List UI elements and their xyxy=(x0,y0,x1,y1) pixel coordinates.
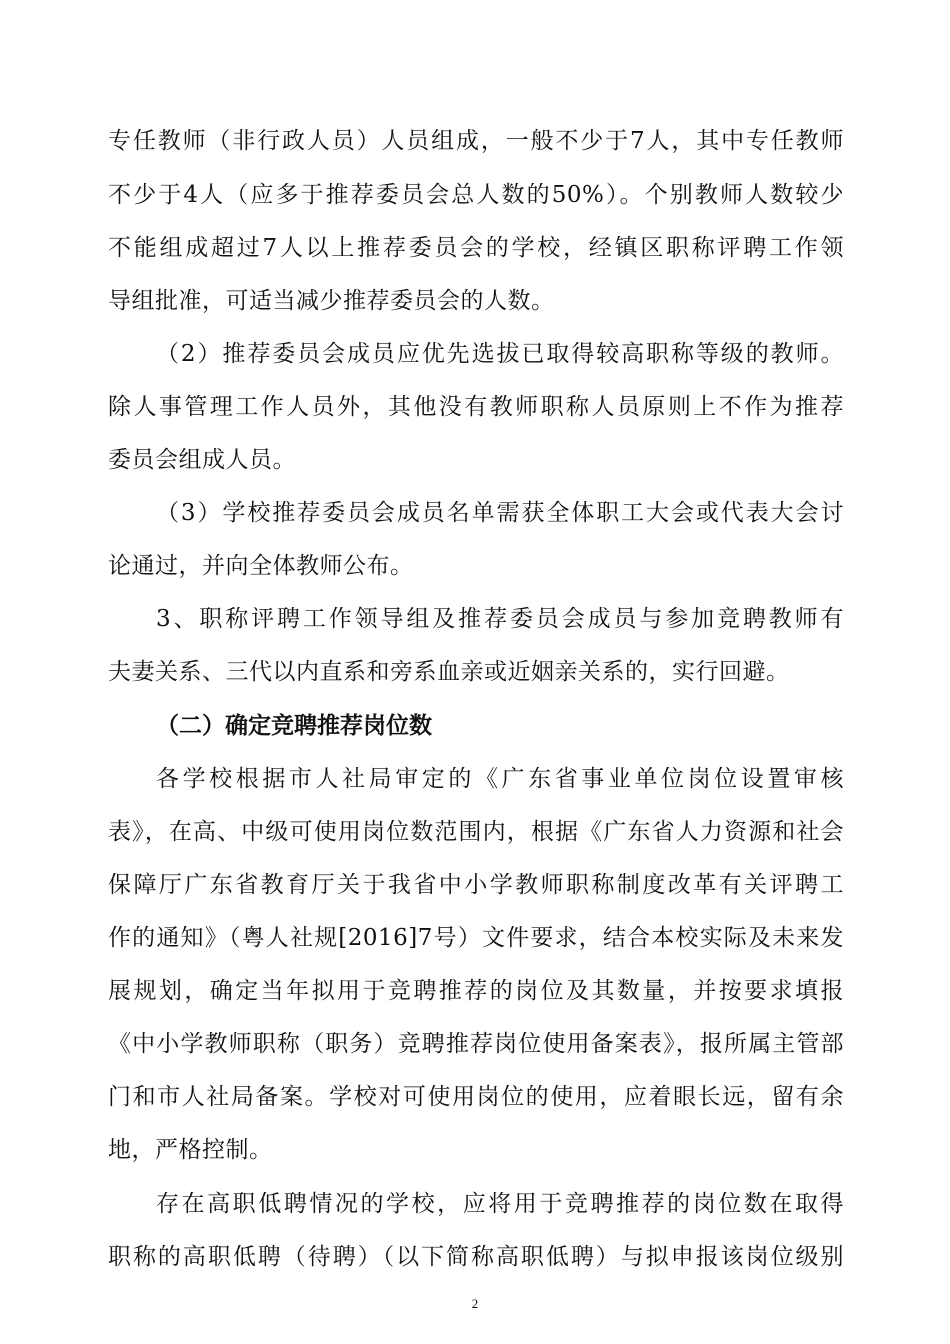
paragraph-5-line-2: 表》，在高、中级可使用岗位数范围内，根据《广东省人力资源和社会 xyxy=(108,819,844,845)
paragraph-3-line-1: （3）学校推荐委员会成员名单需获全体职工大会或代表大会讨 xyxy=(156,500,844,526)
paragraph-1-line-3: 不能组成超过7人以上推荐委员会的学校，经镇区职称评聘工作领 xyxy=(108,235,844,261)
paragraph-2-line-3: 委员会组成人员。 xyxy=(108,447,296,473)
page-number: 2 xyxy=(471,1296,479,1311)
section-heading: （二）确定竞聘推荐岗位数 xyxy=(156,713,432,739)
paragraph-4-line-1: 3、职称评聘工作领导组及推荐委员会成员与参加竞聘教师有 xyxy=(156,606,844,632)
paragraph-1-line-1: 专任教师（非行政人员）人员组成，一般不少于7人，其中专任教师 xyxy=(108,128,844,154)
paragraph-1-line-4: 导组批准，可适当减少推荐委员会的人数。 xyxy=(108,288,555,314)
paragraph-5-line-5: 展规划，确定当年拟用于竞聘推荐的岗位及其数量，并按要求填报 xyxy=(108,978,844,1004)
paragraph-3-line-2: 论通过，并向全体教师公布。 xyxy=(108,553,414,579)
paragraph-5-line-7: 门和市人社局备案。学校对可使用岗位的使用，应着眼长远，留有余 xyxy=(108,1084,844,1110)
paragraph-4-line-2: 夫妻关系、三代以内直系和旁系血亲或近姻亲关系的，实行回避。 xyxy=(108,659,790,685)
paragraph-5-line-1: 各学校根据市人社局审定的《广东省事业单位岗位设置审核 xyxy=(156,766,844,792)
paragraph-6-line-1: 存在高职低聘情况的学校，应将用于竞聘推荐的岗位数在取得 xyxy=(156,1191,844,1217)
paragraph-2-line-1: （2）推荐委员会成员应优先选拔已取得较高职称等级的教师。 xyxy=(156,341,844,367)
paragraph-2-line-2: 除人事管理工作人员外，其他没有教师职称人员原则上不作为推荐 xyxy=(108,394,844,420)
paragraph-5-line-6: 《中小学教师职称（职务）竞聘推荐岗位使用备案表》，报所属主管部 xyxy=(108,1031,844,1057)
paragraph-5-line-4: 作的通知》（粤人社规[2016]7号）文件要求，结合本校实际及未来发 xyxy=(108,925,844,951)
paragraph-5-line-8: 地，严格控制。 xyxy=(108,1137,273,1163)
paragraph-1-line-2: 不少于4人（应多于推荐委员会总人数的50%）。个别教师人数较少 xyxy=(108,182,844,208)
paragraph-6-line-2: 职称的高职低聘（待聘）（以下简称高职低聘）与拟申报该岗位级别 xyxy=(108,1244,844,1270)
paragraph-5-line-3: 保障厅广东省教育厅关于我省中小学教师职称制度改革有关评聘工 xyxy=(108,872,844,898)
